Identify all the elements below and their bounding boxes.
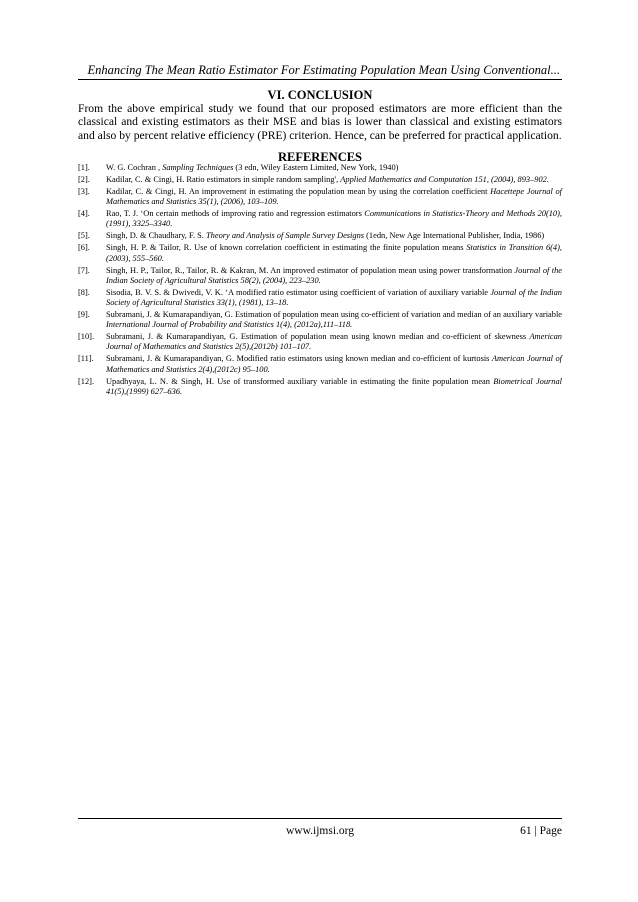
reference-source: Statistics in Transition 6(4), (2003), 555–560.	[106, 243, 562, 263]
reference-item	[78, 266, 562, 286]
reference-tail: (3 edn, Wiley Eastern Limited, New York, 1940)	[233, 163, 399, 172]
reference-authors: Subramani, J. & Kumarapandiyan, G. Estimation of population mean using co-efficient of variation and median of an auxiliary variable	[106, 310, 562, 320]
reference-list	[78, 163, 562, 399]
reference-text	[106, 231, 562, 241]
reference-text	[106, 310, 562, 330]
reference-source: Journal of the Indian Society of Agricultural Statistics 33(1), (1981), 13–18.	[106, 287, 562, 308]
reference-item	[78, 288, 562, 308]
reference-authors: Sisodia, B. V. S. & Dwivedi, V. K. ‘A modified ratio estimator using coefficient of variation of auxiliary variable	[106, 287, 491, 297]
reference-text	[106, 243, 562, 263]
reference-number: [11].	[78, 354, 94, 364]
reference-source: International Journal of Probability and Statistics 1(4), (2012a),111–118.	[106, 320, 353, 330]
reference-number: [6].	[78, 243, 90, 253]
reference-number: [9].	[78, 310, 90, 320]
reference-source: American Journal of Mathematics and Statistics 2(4),(2012c) 95–100.	[106, 354, 562, 374]
reference-number: [10].	[78, 332, 95, 342]
reference-authors: Upadhyaya, L. N. & Singh, H. Use of transformed auxiliary variable in estimating the finite population mean	[106, 376, 494, 386]
reference-source: Theory and Analysis of Sample Survey Designs	[206, 231, 365, 241]
reference-source: American Journal of Mathematics and Statistics 2(5),(2012b) 101–107.	[106, 332, 562, 352]
reference-number: [7].	[78, 265, 90, 275]
reference-text	[106, 332, 562, 352]
reference-source: Hacettepe Journal of Mathematics and Statistics 35(1), (2006), 103–109.	[106, 187, 562, 207]
reference-item	[78, 332, 562, 352]
reference-text	[106, 266, 562, 286]
reference-source: Applied Mathematics and Computation 151, (2004), 893–902.	[340, 175, 549, 184]
reference-number: [2].	[78, 175, 90, 184]
reference-item	[78, 310, 562, 330]
reference-text	[106, 163, 562, 173]
reference-authors: Kadilar, C. & Cingi, H. Ratio estimators in simple random sampling',	[106, 175, 341, 184]
reference-text	[106, 187, 562, 207]
reference-authors: Kadilar, C. & Cingi, H. An improvement in estimating the population mean by using the correlation coefficient	[106, 187, 491, 196]
reference-authors: W. G. Cochran ,	[106, 163, 163, 172]
reference-text	[106, 354, 562, 374]
reference-item	[78, 209, 562, 229]
reference-text	[106, 288, 562, 308]
reference-number: [5].	[78, 231, 90, 241]
reference-authors: Singh, H. P. & Tailor, R. Use of known correlation coefficient in estimating the finite population means	[106, 243, 467, 253]
reference-number: [4].	[78, 209, 90, 219]
conclusion-paragraph: From the above empirical study we found that our proposed estimators are more efficient than the classical and existing estimators as their MSE and bias is lower than classical and existing estimators and also by percent relative efficiency (PRE) criterion. Hence, can be preferred for practical application.	[78, 102, 562, 142]
reference-authors: Subramani, J. & Kumarapandiyan, G. Estimation of population mean using known median and co-efficient of skewness	[106, 332, 530, 342]
references-heading: REFERENCES	[277, 150, 363, 164]
reference-text	[106, 209, 562, 229]
running-head-title: Enhancing The Mean Ratio Estimator For Estimating Population Mean Using Conventional...	[87, 63, 560, 77]
reference-number: [12].	[78, 376, 95, 386]
reference-number: [8].	[78, 287, 90, 297]
reference-authors: Singh, D. & Chaudhary, F. S.	[106, 231, 206, 241]
reference-tail: (1edn, New Age International Publisher, India, 1986)	[364, 231, 545, 241]
footer-page-number: 61 | Page	[520, 825, 562, 837]
reference-number: [3].	[78, 187, 90, 196]
reference-text	[106, 377, 562, 397]
reference-item	[78, 354, 562, 374]
reference-source: Biometrical Journal 41(5),(1999) 627–636.	[106, 376, 563, 396]
reference-item	[78, 187, 562, 207]
reference-source: Journal of the Indian Society of Agricultural Statistics 58(2), (2004), 223–230.	[106, 265, 562, 285]
reference-authors: Rao, T. J. ‘On certain methods of improving ratio and regression estimators	[106, 209, 365, 219]
reference-item	[78, 377, 562, 397]
reference-item	[78, 175, 562, 185]
header-rule	[78, 79, 562, 80]
reference-number: [1].	[78, 163, 90, 172]
reference-authors: Subramani, J. & Kumarapandiyan, G. Modified ratio estimators using known median and co-efficient of kurtosis	[106, 354, 492, 364]
reference-item	[78, 243, 562, 263]
reference-source: Communications in Statistics-Theory and Methods 20(10), (1991), 3325–3340.	[106, 209, 562, 229]
reference-item	[78, 163, 562, 173]
conclusion-heading: VI. CONCLUSION	[267, 88, 373, 102]
footer-website: www.ijmsi.org	[285, 825, 355, 837]
reference-authors: Singh, H. P., Tailor, R., Tailor, R. & Kakran, M. An improved estimator of population mean using power transformation	[106, 265, 515, 275]
reference-item	[78, 231, 562, 241]
reference-source: Sampling Techniques	[162, 163, 234, 172]
reference-text	[106, 175, 562, 185]
footer-rule	[78, 818, 562, 819]
